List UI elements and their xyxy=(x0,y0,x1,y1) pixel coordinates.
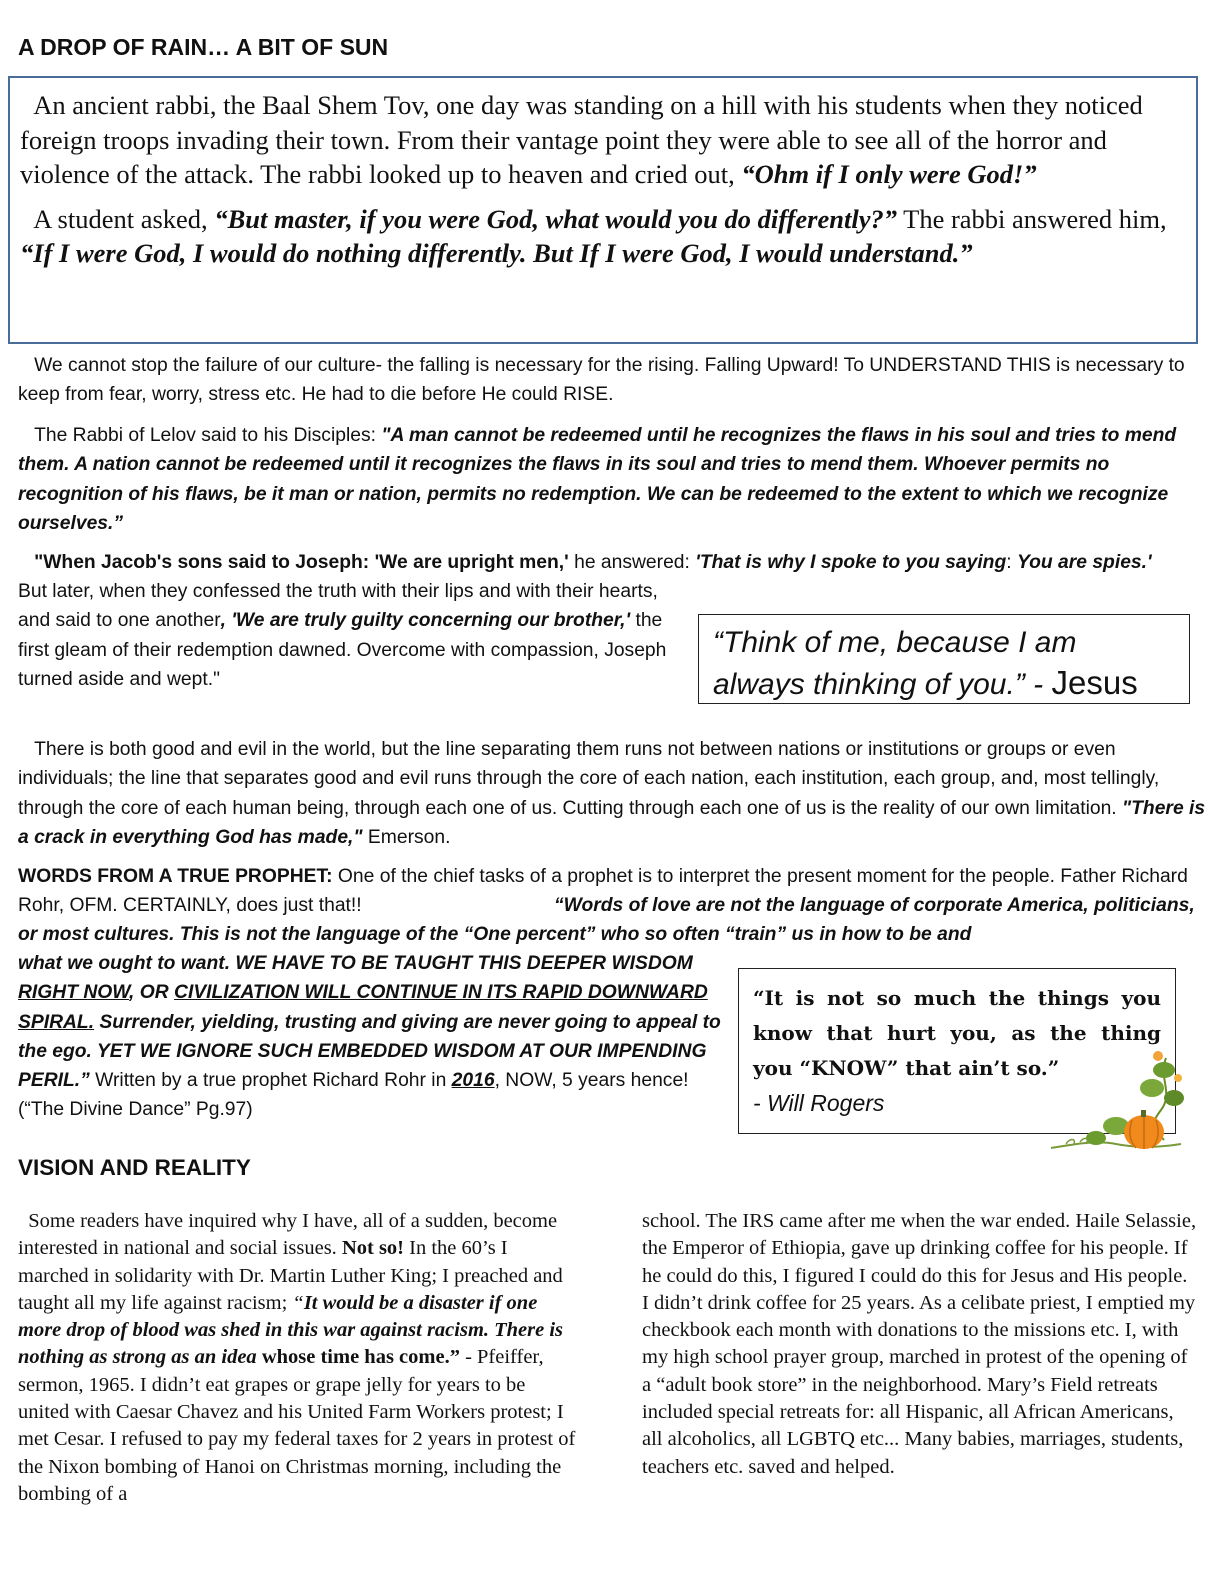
jacob-quote: "When Jacob's sons said to Joseph: 'We are upright men,' xyxy=(34,552,569,573)
jacob-text: But later, when they confessed the truth with their lips and with their hearts, and said to one another xyxy=(18,581,658,632)
prophet-underline-1: RIGHT NOW xyxy=(18,982,130,1004)
prophet-text: Written by a true prophet Richard Rohr in xyxy=(89,1070,452,1092)
culture-paragraph xyxy=(18,351,1206,410)
jacob-text: the first gleam of their redemption dawned. Overcome with compassion, Joseph turned aside and wept." xyxy=(18,610,667,690)
story-quote: “If I were God, I would do nothing differently. But If I were God, I would understand.” xyxy=(20,238,973,268)
jesus-quote-text: “Think of me, because I am always thinking of you.” - xyxy=(713,626,1077,701)
prophet-quote-part-1: “Words of love are not the language of corporate America, politicians, or most cultures. This is not the language of the “One percent” who so often “train” us in how to be and xyxy=(18,895,1195,946)
prophet-quote: , OR xyxy=(129,982,175,1004)
story-paragraph-1 xyxy=(20,88,1186,192)
prophet-year: 2016 xyxy=(451,1070,495,1092)
story-text: A student asked, xyxy=(33,203,215,234)
vision-bold: whose time has come.” xyxy=(256,1346,460,1369)
prophet-heading: WORDS FROM A TRUE PROPHET: xyxy=(18,866,333,887)
jacob-paragraph-rest xyxy=(18,577,668,694)
prophet-underline-2: CIVILIZATION WILL CONTINUE IN ITS RAPID DOWNWARD SPIRAL. xyxy=(18,982,708,1033)
prophet-text: , NOW, 5 years hence! (“The Divine Dance” Pg.97) xyxy=(18,1070,689,1121)
vision-text: - Pfeiffer, sermon, 1965. I didn’t eat grapes or grape jelly for years to be united with Caesar Chavez and his United Farm Workers protest; I met Cesar. I refused to pay my federal taxes for 2 years in protest of the Nixon bombing of Hanoi on Christmas morning, including the bombing of a xyxy=(18,1346,576,1505)
jacob-text: he answered: xyxy=(568,552,696,573)
good-evil-quote: "There is a crack in everything God has made," xyxy=(18,797,1206,848)
jacob-paragraph-top xyxy=(18,548,1188,577)
vision-text: Some readers have inquired why I have, all of a sudden, become interested in national and social issues. xyxy=(18,1210,558,1260)
story-text: The rabbi answered him, xyxy=(896,203,1167,234)
prophet-quote-block-1 xyxy=(18,891,1198,949)
story-quote: “But master, if you were God, what would you do differently?” xyxy=(214,203,897,234)
jesus-quote-attribution: Jesus xyxy=(1051,664,1138,701)
story-quote: “Ohm if I only were God!” xyxy=(741,159,1037,189)
good-evil-text: There is both good and evil in the world, but the line separating them runs not between nations or institutions or groups or even individuals; the line that separates good and evil runs through the core of each nation, each institution, each group, and, most tellingly, through the core of each human being, through each one of us. Cutting through each one of us is the reality of our own limitation. xyxy=(18,739,1160,819)
jacob-quote: You are spies.' xyxy=(1016,552,1152,573)
jacob-text: : xyxy=(1006,552,1017,573)
rabbi-story-box xyxy=(8,76,1198,344)
vision-bold: Not so! xyxy=(341,1237,404,1260)
pumpkin-vine-icon xyxy=(1046,1048,1186,1154)
jacob-quote: , 'We are truly guilty concerning our brother,' xyxy=(220,610,631,632)
prophet-quote-part-2: what we ought to want. WE HAVE TO BE TAUGHT THIS DEEPER WISDOM xyxy=(18,953,693,974)
lelov-quote: "A man cannot be redeemed until he recognizes the flaws in his soul and tries to mend them. A nation cannot be redeemed until it recognizes the flaws in its soul and tries to mend them. Whoever permits no recognition of his flaws, be it man or nation, permits no redemption. We can be redeemed to the extent to which we recognize ourselves.” xyxy=(18,425,1177,534)
vision-right-text: school. The IRS came after me when the war ended. Haile Selassie, the Emperor of Ethiopia, gave up drinking coffee for his people. If he could do this, I figured I could do this for Jesus and His people. I didn’t drink coffee for 25 years. As a celibate priest, I emptied my checkbook each month with donations to the missions etc. I, with my high school prayer group, marched in protest of the opening of a “adult book store” in the neighborhood. Mary’s Field retreats included special retreats for: all Hispanic, all African Americans, all alcoholics, all LGBTQ etc... Many babies, marriages, students, teachers etc. saved and helped. xyxy=(642,1210,1197,1478)
story-text: An ancient rabbi, the Baal Shem Tov, one day was standing on a hill with his students when they noticed foreign troops invading their town. From their vantage point they were able to see all of the horror and violence of the attack. The rabbi looked up to heaven and cried out, xyxy=(20,90,1143,189)
jacob-quote: 'That is why I spoke to you saying xyxy=(695,552,1007,573)
page-title: A DROP OF RAIN… A BIT OF SUN xyxy=(18,34,389,60)
story-paragraph-2 xyxy=(20,202,1186,271)
lelov-paragraph xyxy=(18,421,1206,538)
culture-text: We cannot stop the failure of our culture- the falling is necessary for the rising. Falling Upward! To UNDERSTAND THIS is necessary to keep from fear, worry, stress etc. He had to die before He could RISE. xyxy=(18,355,1185,406)
vision-left-column xyxy=(18,1208,578,1508)
lelov-intro: The Rabbi of Lelov said to his Disciples: xyxy=(34,425,382,446)
prophet-quote: Surrender, yielding, trusting and giving are never going to appeal to the ego. YET WE IGNORE SUCH EMBEDDED WISDOM AT OUR IMPENDING PERIL.” xyxy=(18,1011,721,1092)
vision-right-column xyxy=(642,1208,1198,1481)
rogers-quote-attribution: - Will Rogers xyxy=(753,1090,885,1116)
prophet-quote-block-2 xyxy=(18,949,723,1125)
vision-text: In the 60’s I marched in solidarity with Dr. Martin Luther King; I preached and taught all my life against racism; xyxy=(18,1237,563,1314)
prophet-text: One of the chief tasks of a prophet is to interpret the present moment for the people. Father Richard Rohr, OFM. CERTAINLY, does just that!! xyxy=(18,866,1188,917)
rogers-quote-text: “It is not so much the things you know that hurt you, as the thing you “KNOW” that ain’t so.” xyxy=(753,986,1161,1080)
vision-quote: It would be a disaster if one more drop of blood was shed in this war against racism. There is nothing as strong as an idea xyxy=(18,1291,564,1369)
good-evil-paragraph xyxy=(18,735,1206,852)
jesus-quote-box xyxy=(698,614,1190,704)
vision-heading: VISION AND REALITY xyxy=(18,1155,251,1180)
good-evil-attribution: Emerson. xyxy=(362,826,451,848)
vision-quote-mark: “ xyxy=(292,1291,304,1314)
